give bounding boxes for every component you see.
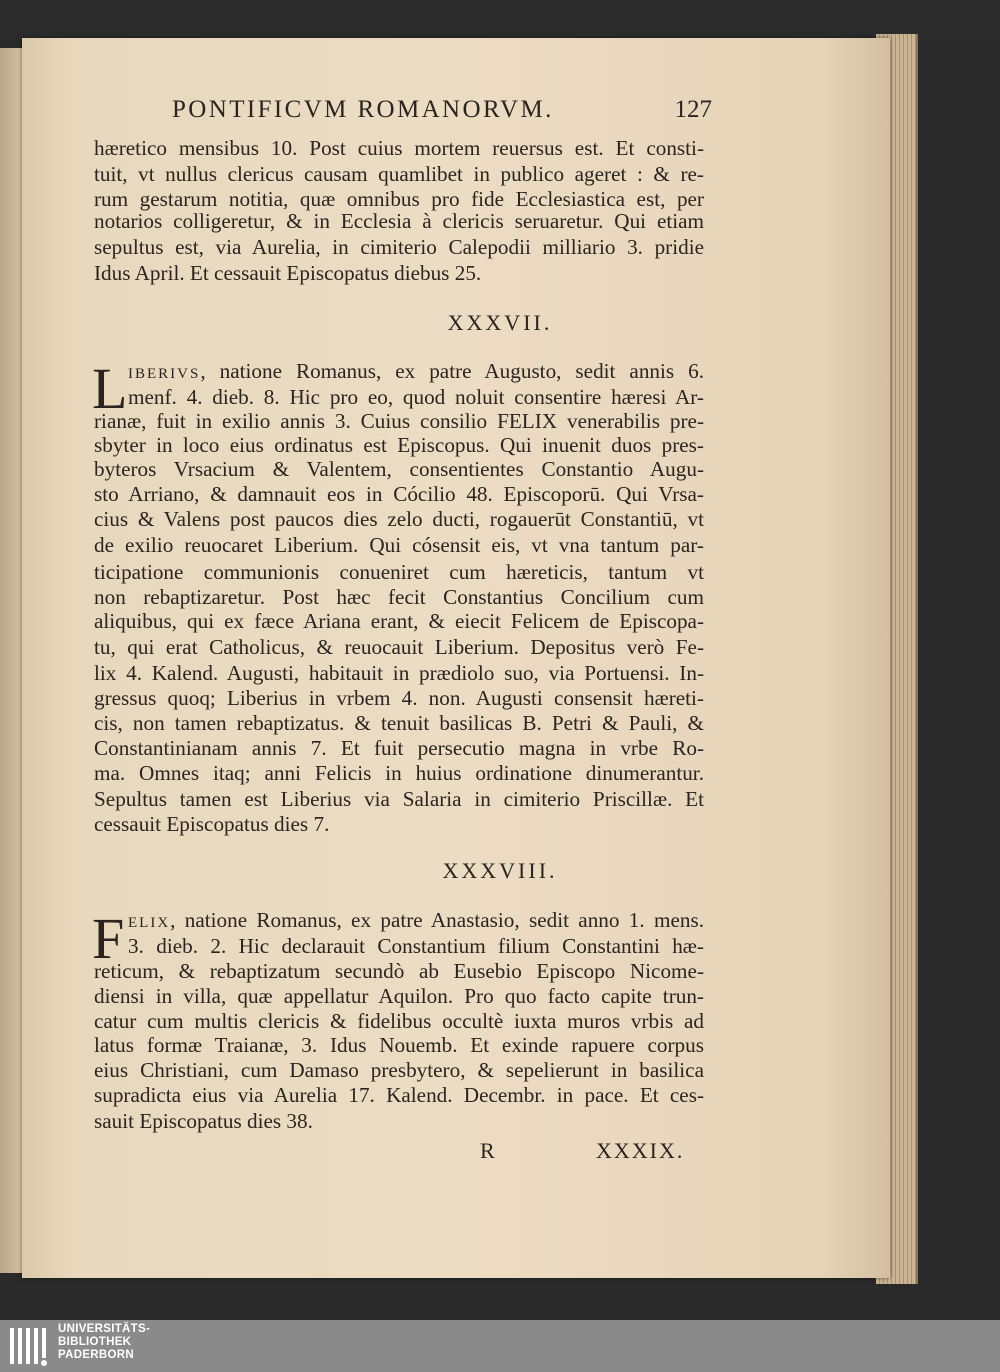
library-name-line: UNIVERSITÄTS-	[58, 1323, 151, 1335]
text-line: reticum, & rebaptizatum secundò ab Eusebio Episcopo Nicome-	[94, 959, 704, 983]
page-number: 127	[674, 96, 712, 123]
text-line: non rebaptizaretur. Post hæc fecit Constantius Concilium cum	[94, 585, 704, 609]
library-name	[58, 1323, 258, 1362]
catchword: XXXIX.	[596, 1138, 685, 1163]
text-line: gressus quoq; Liberius in vrbem 4. non. Augusti consensit hæreti-	[94, 686, 704, 710]
text-line: notarios colligeretur, & in Ecclesia à clericis seruaretur. Qui etiam	[94, 209, 704, 233]
text-line: lix 4. Kalend. Augusti, habitauit in prædiolo suo, via Portuensi. In-	[94, 661, 704, 685]
text-line: eius Christiani, cum Damaso presbytero, & sepelierunt in basilica	[94, 1058, 704, 1082]
text-line: cis, non tamen rebaptizatus. & tenuit basilicas B. Petri & Pauli, &	[94, 711, 704, 735]
running-header	[172, 96, 712, 130]
text-line-first	[128, 907, 704, 933]
text-line: sauit Episcopatus dies 38.	[94, 1109, 313, 1133]
background-top	[0, 0, 1000, 40]
background-bottom	[0, 1284, 1000, 1320]
smallcaps-word: IBERIVS	[128, 366, 201, 382]
text-line: catur cum multis clericis & fidelibus occultè iuxta muros vrbis ad	[94, 1009, 704, 1033]
library-name-line: PADERBORN	[58, 1349, 134, 1361]
text-line: hæretico mensibus 10. Post cuius mortem reuersus est. Et consti-	[94, 136, 704, 160]
text-line: tuit, vt nullus clericus causam quamlibet in publico ageret : & re-	[94, 162, 704, 186]
text-fragment: , natione Romanus, ex patre Anastasio, sedit anno 1. mens.	[170, 908, 704, 932]
section-heading: XXXVIII.	[442, 858, 558, 883]
section-heading: XXXVII.	[447, 310, 553, 335]
text-line: sepultus est, via Aurelia, in cimiterio Calepodii milliario 3. pridie	[94, 235, 704, 259]
text-line: Idus April. Et cessauit Episcopatus diebus 25.	[94, 261, 482, 285]
text-line: latus formæ Traianæ, 3. Idus Nouemb. Et exinde rapuere corpus	[94, 1033, 704, 1057]
smallcaps-word: ELIX	[128, 915, 171, 931]
text-line: Constantinianam annis 7. Et fuit persecutio magna in vrbe Ro-	[94, 736, 704, 760]
text-line: rum gestarum notitia, quæ omnibus pro fide Ecclesiastica est, per	[94, 187, 704, 211]
running-title: PONTIFICVM ROMANORVM.	[172, 96, 554, 123]
text-line: 3. dieb. 2. Hic declarauit Constantium filium Constantini hæ-	[128, 934, 704, 958]
text-line: byteros Vrsacium & Valentem, consentientes Constantio Augu-	[94, 457, 704, 481]
text-line: rianæ, fuit in exilio annis 3. Cuius consilio FELIX venerabilis pre-	[94, 409, 704, 433]
text-line: menf. 4. dieb. 8. Hic pro eo, quod noluit consentire hæresi Ar-	[128, 385, 704, 409]
text-line: ma. Omnes itaq; anni Felicis in huius ordinatione dinumerantur.	[94, 761, 704, 785]
signature-mark: R	[480, 1138, 497, 1163]
text-line: Sepultus tamen est Liberius via Salaria in cimiterio Priscillæ. Et	[94, 787, 704, 811]
drop-cap: L	[92, 356, 128, 421]
text-line: cessauit Episcopatus dies 7.	[94, 812, 330, 836]
text-line: sto Arriano, & damnauit eos in Cócilio 48. Episcoporū. Qui Vrsa-	[94, 482, 704, 506]
text-line: tu, qui erat Catholicus, & reuocauit Liberium. Depositus verò Fe-	[94, 635, 704, 659]
library-logo-icon	[8, 1324, 50, 1368]
library-name-line: BIBLIOTHEK	[58, 1336, 132, 1348]
text-line: cius & Valens post paucos dies zelo ducti, rogauerūt Constantiū, vt	[94, 507, 704, 531]
text-line: sbyter in loco eius ordinatus est Episcopus. Qui inuenit duos pres-	[94, 433, 704, 457]
text-line-first	[128, 358, 704, 384]
text-line: aliquibus, qui ex fæce Ariana erant, & eiecit Felicem de Episcopa-	[94, 609, 704, 633]
text-fragment: , natione Romanus, ex patre Augusto, sedit annis 6.	[200, 359, 704, 383]
drop-cap: F	[92, 906, 125, 971]
text-line: de exilio reuocaret Liberium. Qui cósensit eis, vt vna tantum par-	[94, 533, 704, 557]
text-line: ticipatione communionis conueniret cum hæreticis, tantum vt	[94, 560, 704, 584]
text-line: supradicta eius via Aurelia 17. Kalend. Decembr. in pace. Et ces-	[94, 1083, 704, 1107]
text-line: diensi in villa, quæ appellatur Aquilon. Pro quo facto capite trun-	[94, 984, 704, 1008]
